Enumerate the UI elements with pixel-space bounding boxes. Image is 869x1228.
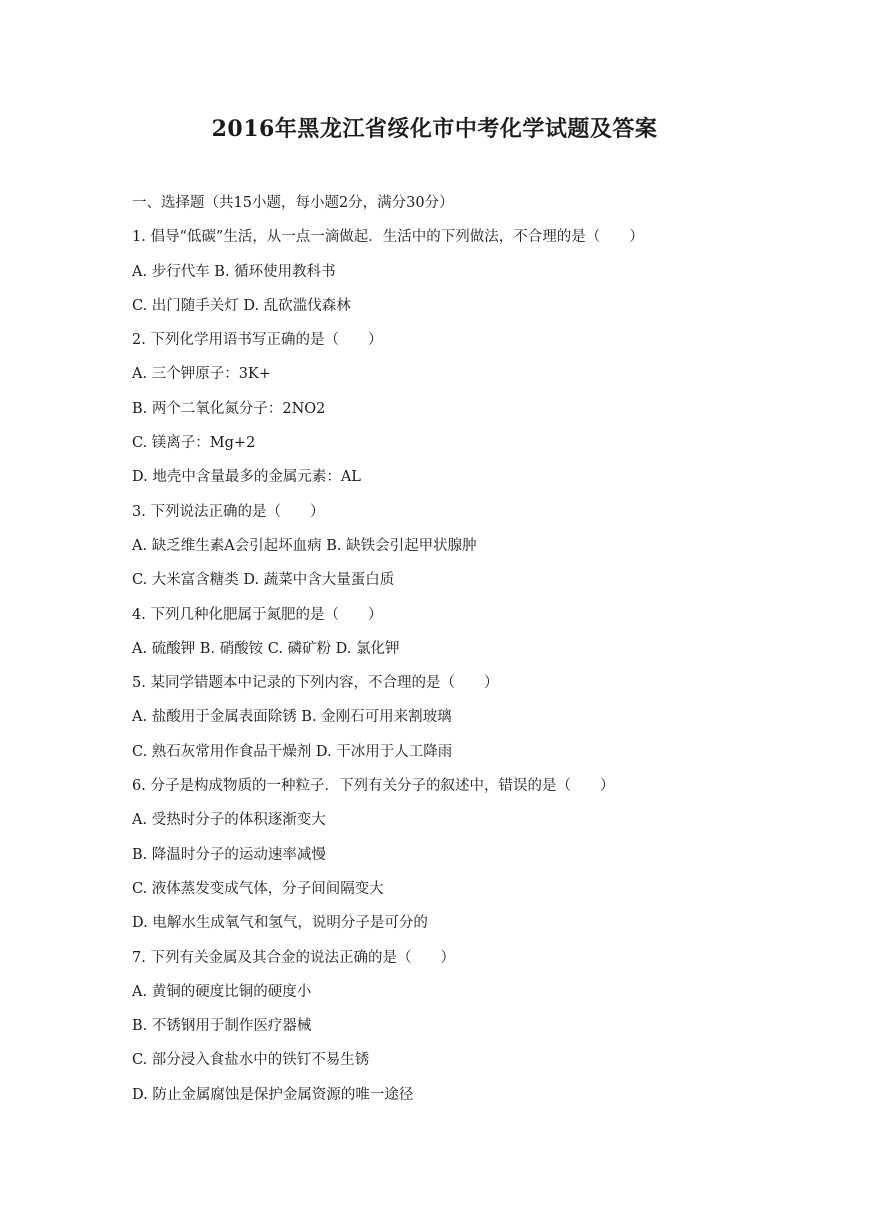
question-2-option-b: B. 两个二氧化氮分子：2NO2 [132, 400, 326, 417]
question-4-options: A. 硫酸钾 B. 硝酸铵 C. 磷矿粉 D. 氯化钾 [132, 640, 400, 657]
question-1-options-ab: A. 步行代车 B. 循环使用教科书 [132, 263, 336, 280]
question-5-stem: 5. 某同学错题本中记录的下列内容，不合理的是（ ） [132, 675, 499, 692]
question-6-option-d: D. 电解水生成氧气和氢气，说明分子是可分的 [132, 915, 428, 932]
question-2-stem: 2. 下列化学用语书写正确的是（ ） [132, 332, 383, 349]
question-7-option-b: B. 不锈钢用于制作医疗器械 [132, 1018, 312, 1035]
question-5-options-cd: C. 熟石灰常用作食品干燥剂 D. 干冰用于人工降雨 [132, 743, 453, 760]
question-6-stem: 6. 分子是构成物质的一种粒子．下列有关分子的叙述中，错误的是（ ） [132, 778, 615, 795]
question-6-option-a: A. 受热时分子的体积逐渐变大 [132, 812, 326, 829]
question-2-option-c: C. 镁离子：Mg+2 [132, 435, 256, 452]
question-2-option-d: D. 地壳中含量最多的金属元素：AL [132, 469, 361, 486]
question-7-option-c: C. 部分浸入食盐水中的铁钉不易生锈 [132, 1052, 370, 1069]
question-1-stem: 1. 倡导“低碳”生活，从一点一滴做起．生活中的下列做法，不合理的是（ ） [132, 229, 644, 246]
question-4-stem: 4. 下列几种化肥属于氮肥的是（ ） [132, 606, 383, 623]
question-3-stem: 3. 下列说法正确的是（ ） [132, 503, 325, 520]
page-title: 2016年黑龙江省绥化市中考化学试题及答案 [211, 116, 658, 142]
question-7-option-d: D. 防止金属腐蚀是保护金属资源的唯一途径 [132, 1086, 414, 1103]
question-3-options-cd: C. 大米富含糖类 D. 蔬菜中含大量蛋白质 [132, 572, 395, 589]
question-3-options-ab: A. 缺乏维生素A会引起坏血病 B. 缺铁会引起甲状腺肿 [132, 537, 477, 554]
question-7-stem: 7. 下列有关金属及其合金的说法正确的是（ ） [132, 949, 455, 966]
question-2-option-a: A. 三个钾原子：3K+ [132, 366, 271, 383]
question-list [132, 186, 792, 1112]
question-7-option-a: A. 黄铜的硬度比铜的硬度小 [132, 983, 312, 1000]
section-heading: 一、选择题（共15小题，每小题2分，满分30分） [132, 195, 454, 211]
question-5-options-ab: A. 盐酸用于金属表面除锈 B. 金刚石可用来割玻璃 [132, 709, 452, 726]
question-6-option-c: C. 液体蒸发变成气体，分子间间隔变大 [132, 880, 384, 897]
question-6-option-b: B. 降温时分子的运动速率减慢 [132, 846, 326, 863]
question-1-options-cd: C. 出门随手关灯 D. 乱砍滥伐森林 [132, 297, 351, 314]
